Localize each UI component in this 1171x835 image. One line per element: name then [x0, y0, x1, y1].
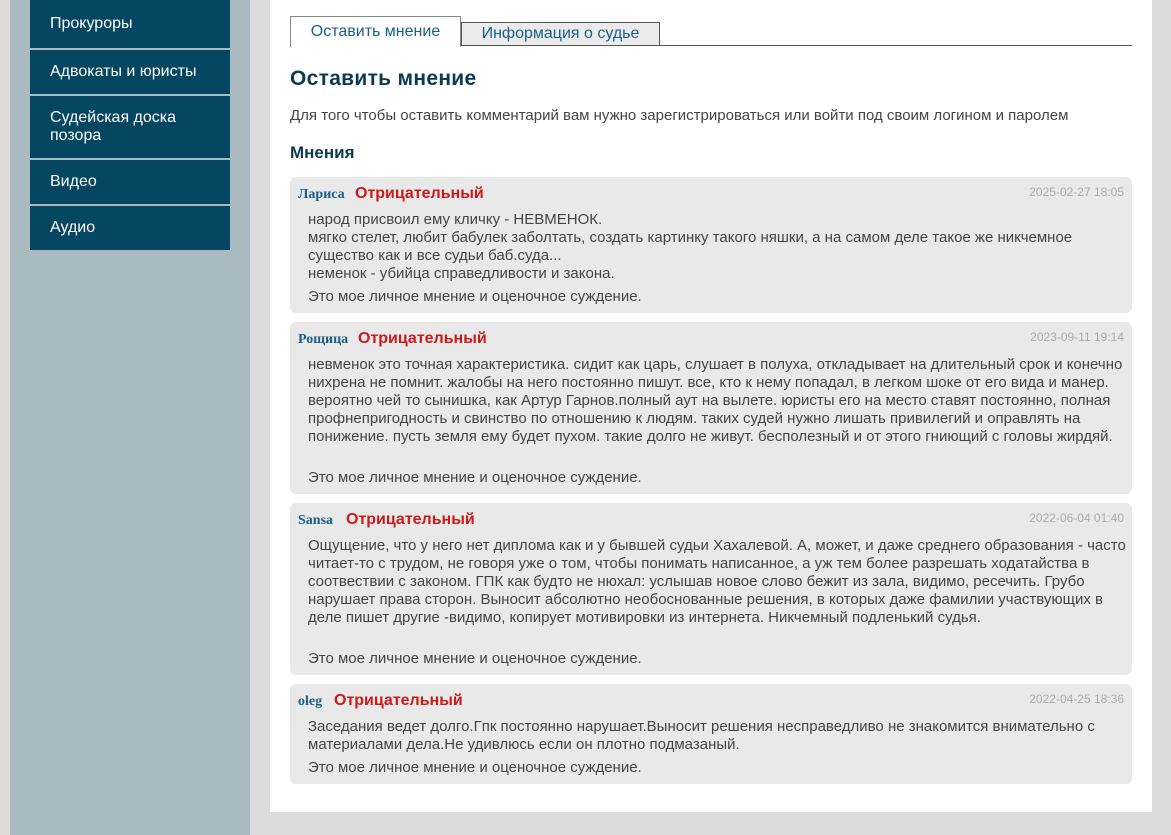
page-title: Оставить мнение: [290, 67, 477, 90]
comment-rating: Отрицательный: [358, 330, 487, 347]
tab-leave-opinion[interactable]: [290, 16, 461, 47]
comment-rating: Отрицательный: [346, 511, 475, 528]
sidebar-item-audio[interactable]: [30, 206, 230, 250]
opinions-heading: Мнения: [290, 143, 355, 162]
sidebar-item-label: Аудио: [50, 219, 96, 236]
tab-judge-info[interactable]: [461, 22, 660, 46]
sidebar: [10, 0, 250, 835]
sidebar-item-label: Адвокаты и юристы: [50, 63, 197, 80]
login-notice: Для того чтобы оставить комментарий вам нужно зарегистрироваться или войти под своим логином и паролем: [290, 107, 1069, 124]
comment-card: [290, 177, 1132, 313]
comment-rating: Отрицательный: [334, 692, 463, 709]
sidebar-item-video[interactable]: [30, 160, 230, 204]
sidebar-item-judges-shame-board[interactable]: [30, 96, 230, 158]
comment-date: 2023-09-11 19:14: [1030, 330, 1124, 344]
sidebar-item-label: Судейская доска позора: [50, 109, 177, 144]
comment-card: [290, 684, 1132, 784]
sidebar-item-label: Видео: [50, 173, 97, 190]
comment-date: 2022-06-04 01:40: [1029, 511, 1124, 525]
comment-author[interactable]: Рощица: [298, 332, 349, 347]
comment-card: [290, 322, 1132, 494]
comment-author[interactable]: oleg: [298, 694, 323, 709]
comment-text: Заседания ведет долго.Гпк постоянно нарушает.Выносит решения несправедливо не знакомится внимательно с материалами дела.Не удивлюсь если он плотно подмазаный.: [308, 718, 1095, 753]
comment-disclaimer: Это мое личное мнение и оценочное суждение.: [308, 759, 642, 776]
tab-label: Оставить мнение: [310, 23, 441, 40]
sidebar-item-lawyers[interactable]: [30, 50, 230, 94]
sidebar-item-prosecutors[interactable]: [30, 0, 230, 48]
comment-text: народ присвоил ему кличку - НЕВМЕНОК. мягко стелет, любит бабулек заболтать, создать картинку такого няшки, а на самом деле такое же никчемное существо как и все судьи баб.суда... неменок - убийца справедливости и закона.: [308, 211, 1073, 282]
comment-disclaimer: Это мое личное мнение и оценочное суждение.: [308, 650, 642, 667]
comment-author[interactable]: Лариса: [298, 187, 345, 202]
comment-text: невменок это точная характеристика. сидит как царь, слушает в полуха, откладывает на длительный срок и конечно нихрена не помнит. жалобы на него постоянно пишут. все, кто к нему попадал, в легком шоке от его вида и манер. вероятно чей то сынишка, как Артур Гарнов.полный аут на вылете. юристы его на место ставят постоянно, полная профнепригодность и свинство по отношению к людям. таких судей нужно лишать привилегий и оправлять на понижение. пусть земля ему будет пухом. такие долго не живут. бесполезный и от этого гниющий с головы жирдяй.: [308, 356, 1123, 445]
main-content: [270, 0, 1152, 812]
comment-card: [290, 503, 1132, 675]
comment-date: 2022-04-25 18:36: [1029, 692, 1124, 706]
comment-disclaimer: Это мое личное мнение и оценочное суждение.: [308, 288, 642, 305]
comment-disclaimer: Это мое личное мнение и оценочное суждение.: [308, 469, 642, 486]
comment-date: 2025-02-27 18:05: [1029, 185, 1124, 199]
comment-text: Ощущение, что у него нет диплома как и у бывшей судьи Хахалевой. А, может, и даже среднего образования - часто читает-то с трудом, не говоря уже о том, чтобы понимать написанное, а уж тем более разрешать ходатайства в соотвествии с законом. ГПК как будто не нюхал: услышав новое слово бежит из зала, видимо, ресечить. Грубо нарушает права сторон. Выносит абсолютно необоснованные решения, в которых даже фамилии участвующих в деле пишет другие -видимо, копирует мотивировки из интернета. Никчемный подленький судья.: [308, 537, 1126, 626]
page-left-border: [0, 0, 10, 835]
comment-author[interactable]: Sansa: [298, 513, 334, 528]
comment-rating: Отрицательный: [355, 185, 484, 202]
tab-label: Информация о судье: [481, 25, 640, 42]
sidebar-item-label: Прокуроры: [50, 15, 133, 32]
